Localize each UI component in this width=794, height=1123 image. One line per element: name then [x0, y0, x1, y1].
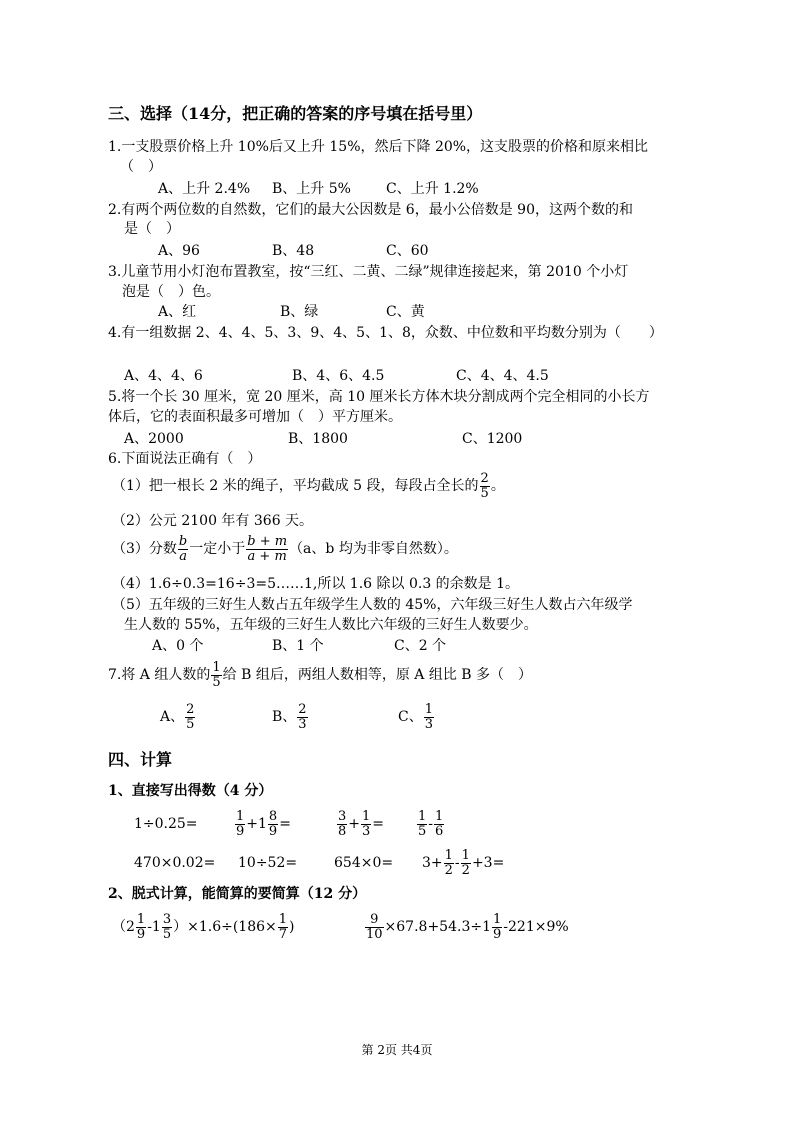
- q4-option-b: B、4、6、4.5: [292, 368, 385, 384]
- q5-option-a: A、2000: [124, 431, 184, 447]
- q6-statement-1: （1）把一根长 2 米的绳子，平均截成 5 段，每段占全长的 $\frac{2}{5}$ 。: [112, 470, 505, 501]
- calc-2: $\frac{1}{9}$ +1 $\frac{8}{9}$ =: [236, 808, 291, 839]
- part-2-title: 2、脱式计算，能简算的要简算（12 分）: [108, 886, 367, 902]
- fraction: $\frac{b}{a}$: [178, 533, 188, 564]
- fraction: $\frac{3}{8}$: [338, 808, 347, 839]
- q5-text: 5.将一个长 30 厘米，宽 20 厘米，高 10 厘米长方体木块分割成两个完全相同的小长方: [108, 389, 650, 405]
- q6-statement-5-line2: 生人数的 55%，五年级的三好生人数比六年级的三好生人数要少。: [124, 617, 538, 633]
- q7-text: 7.将 A 组人数的 $\frac{1}{5}$ 给 B 组后，两组人数相等，原 A 组比 B 多（ ）: [108, 659, 533, 690]
- fraction: $\frac{3}{5}$: [162, 911, 172, 942]
- calc-8: 3+ $\frac{1}{2}$ - $\frac{1}{2}$ +3=: [422, 847, 505, 878]
- q2-option-a: A、96: [158, 243, 200, 259]
- q1-blank: （ ）: [120, 159, 162, 175]
- fraction: $\frac{8}{9}$: [268, 808, 278, 839]
- fraction: $\frac{1}{3}$: [424, 701, 433, 732]
- fraction: $\frac{1}{2}$: [461, 847, 470, 878]
- q7-option-a: A、 $\frac{2}{5}$: [160, 701, 195, 732]
- fraction: $\frac{1}{3}$: [362, 808, 371, 839]
- q6-statement-5: （5）五年级的三好生人数占五年级学生人数的 45%，六年级三好生人数占六年级学: [112, 597, 633, 613]
- q3-option-c: C、黄: [386, 304, 425, 320]
- q6-option-c: C、2 个: [394, 638, 447, 654]
- q6-statement-4: （4）1.6÷0.3=16÷3=5……1,所以 1.6 除以 0.3 的余数是 1。: [112, 576, 520, 592]
- q2-blank: 是（ ）: [124, 221, 180, 237]
- q2-option-c: C、60: [386, 243, 429, 259]
- q6-statement-3: （3）分数 $\frac{b}{a}$ 一定小于 $\frac{b + m}{a + m}$ （a、b 均为非零自然数）。: [112, 533, 458, 564]
- q7-option-c: C、 $\frac{1}{3}$: [398, 701, 433, 732]
- q3-option-b: B、绿: [280, 304, 319, 320]
- fraction: $\frac{1}{9}$: [136, 911, 146, 942]
- fraction: $\frac{9}{10}$: [366, 911, 383, 942]
- calc-7: 654×0=: [334, 855, 394, 871]
- fraction: $\frac{1}{9}$: [236, 808, 245, 839]
- fraction: $\frac{1}{6}$: [435, 808, 444, 839]
- section-4-title: 四、计算: [108, 750, 173, 769]
- q7-option-b: B、 $\frac{2}{3}$: [272, 701, 307, 732]
- fraction: $\frac{1}{5}$: [212, 659, 221, 690]
- fraction: $\frac{1}{2}$: [444, 847, 453, 878]
- calc-6: 10÷52=: [238, 855, 298, 871]
- calc-1: 1÷0.25=: [134, 816, 198, 832]
- q2-option-b: B、48: [272, 243, 315, 259]
- calc-4: $\frac{1}{5}$ - $\frac{1}{6}$: [418, 808, 444, 839]
- fraction: $\frac{2}{5}$: [186, 701, 195, 732]
- fraction: $\frac{2}{3}$: [298, 701, 307, 732]
- q4-option-a: A、4、4、6: [124, 368, 203, 384]
- expression-2: $\frac{9}{10}$ ×67.8+54.3÷1 $\frac{1}{9}$ -221×9%: [366, 911, 569, 942]
- calc-5: 470×0.02=: [134, 855, 216, 871]
- fraction: $\frac{1}{9}$: [493, 911, 502, 942]
- q1-text: 1.一支股票价格上升 10%后又上升 15%，然后下降 20%，这支股票的价格和原来相比: [108, 139, 649, 155]
- page-number: 第 2页 共4页: [361, 1043, 433, 1057]
- fraction: $\frac{2}{5}$: [480, 470, 489, 501]
- section-3-title: 三、选择（14分，把正确的答案的序号填在括号里）: [108, 104, 483, 123]
- q3-text: 3.儿童节用小灯泡布置教室，按“三红、二黄、二绿”规律连接起来，第 2010 个小灯: [108, 264, 629, 280]
- q6-text: 6.下面说法正确有（ ）: [108, 451, 262, 467]
- q5-text-line2: 体后，它的表面积最多可增加（ ）平方厘米。: [108, 409, 402, 425]
- q6-statement-2: （2）公元 2100 年有 366 天。: [112, 513, 314, 529]
- q3-option-a: A、红: [158, 304, 197, 320]
- q6-option-b: B、1 个: [272, 638, 324, 654]
- q1-option-b: B、上升 5%: [272, 181, 351, 197]
- q6-option-a: A、0 个: [152, 638, 204, 654]
- q1-option-a: A、上升 2.4%: [158, 181, 251, 197]
- fraction: $\frac{1}{7}$: [278, 911, 288, 942]
- q4-text: 4.有一组数据 2、4、4、5、3、9、4、5、1、8，众数、中位数和平均数分别为（ ）: [108, 325, 663, 341]
- calc-3: $\frac{3}{8}$ + $\frac{1}{3}$ =: [338, 808, 385, 839]
- q3-blank: 泡是（ ）色。: [122, 284, 220, 300]
- q5-option-c: C、1200: [462, 431, 523, 447]
- q5-option-b: B、1800: [288, 431, 348, 447]
- q1-option-c: C、上升 1.2%: [386, 181, 479, 197]
- q4-option-c: C、4、4、4.5: [456, 368, 549, 384]
- fraction: $\frac{b + m}{a + m}$: [247, 533, 288, 564]
- part-1-title: 1、直接写出得数（4 分）: [108, 783, 273, 799]
- expression-1: （2 $\frac{1}{9}$ -1 $\frac{3}{5}$ ）×1.6÷(186× $\frac{1}{7}$ ): [112, 911, 295, 942]
- q2-text: 2.有两个两位数的自然数，它们的最大公因数是 6，最小公倍数是 90，这两个数的和: [108, 202, 633, 218]
- fraction: $\frac{1}{5}$: [418, 808, 427, 839]
